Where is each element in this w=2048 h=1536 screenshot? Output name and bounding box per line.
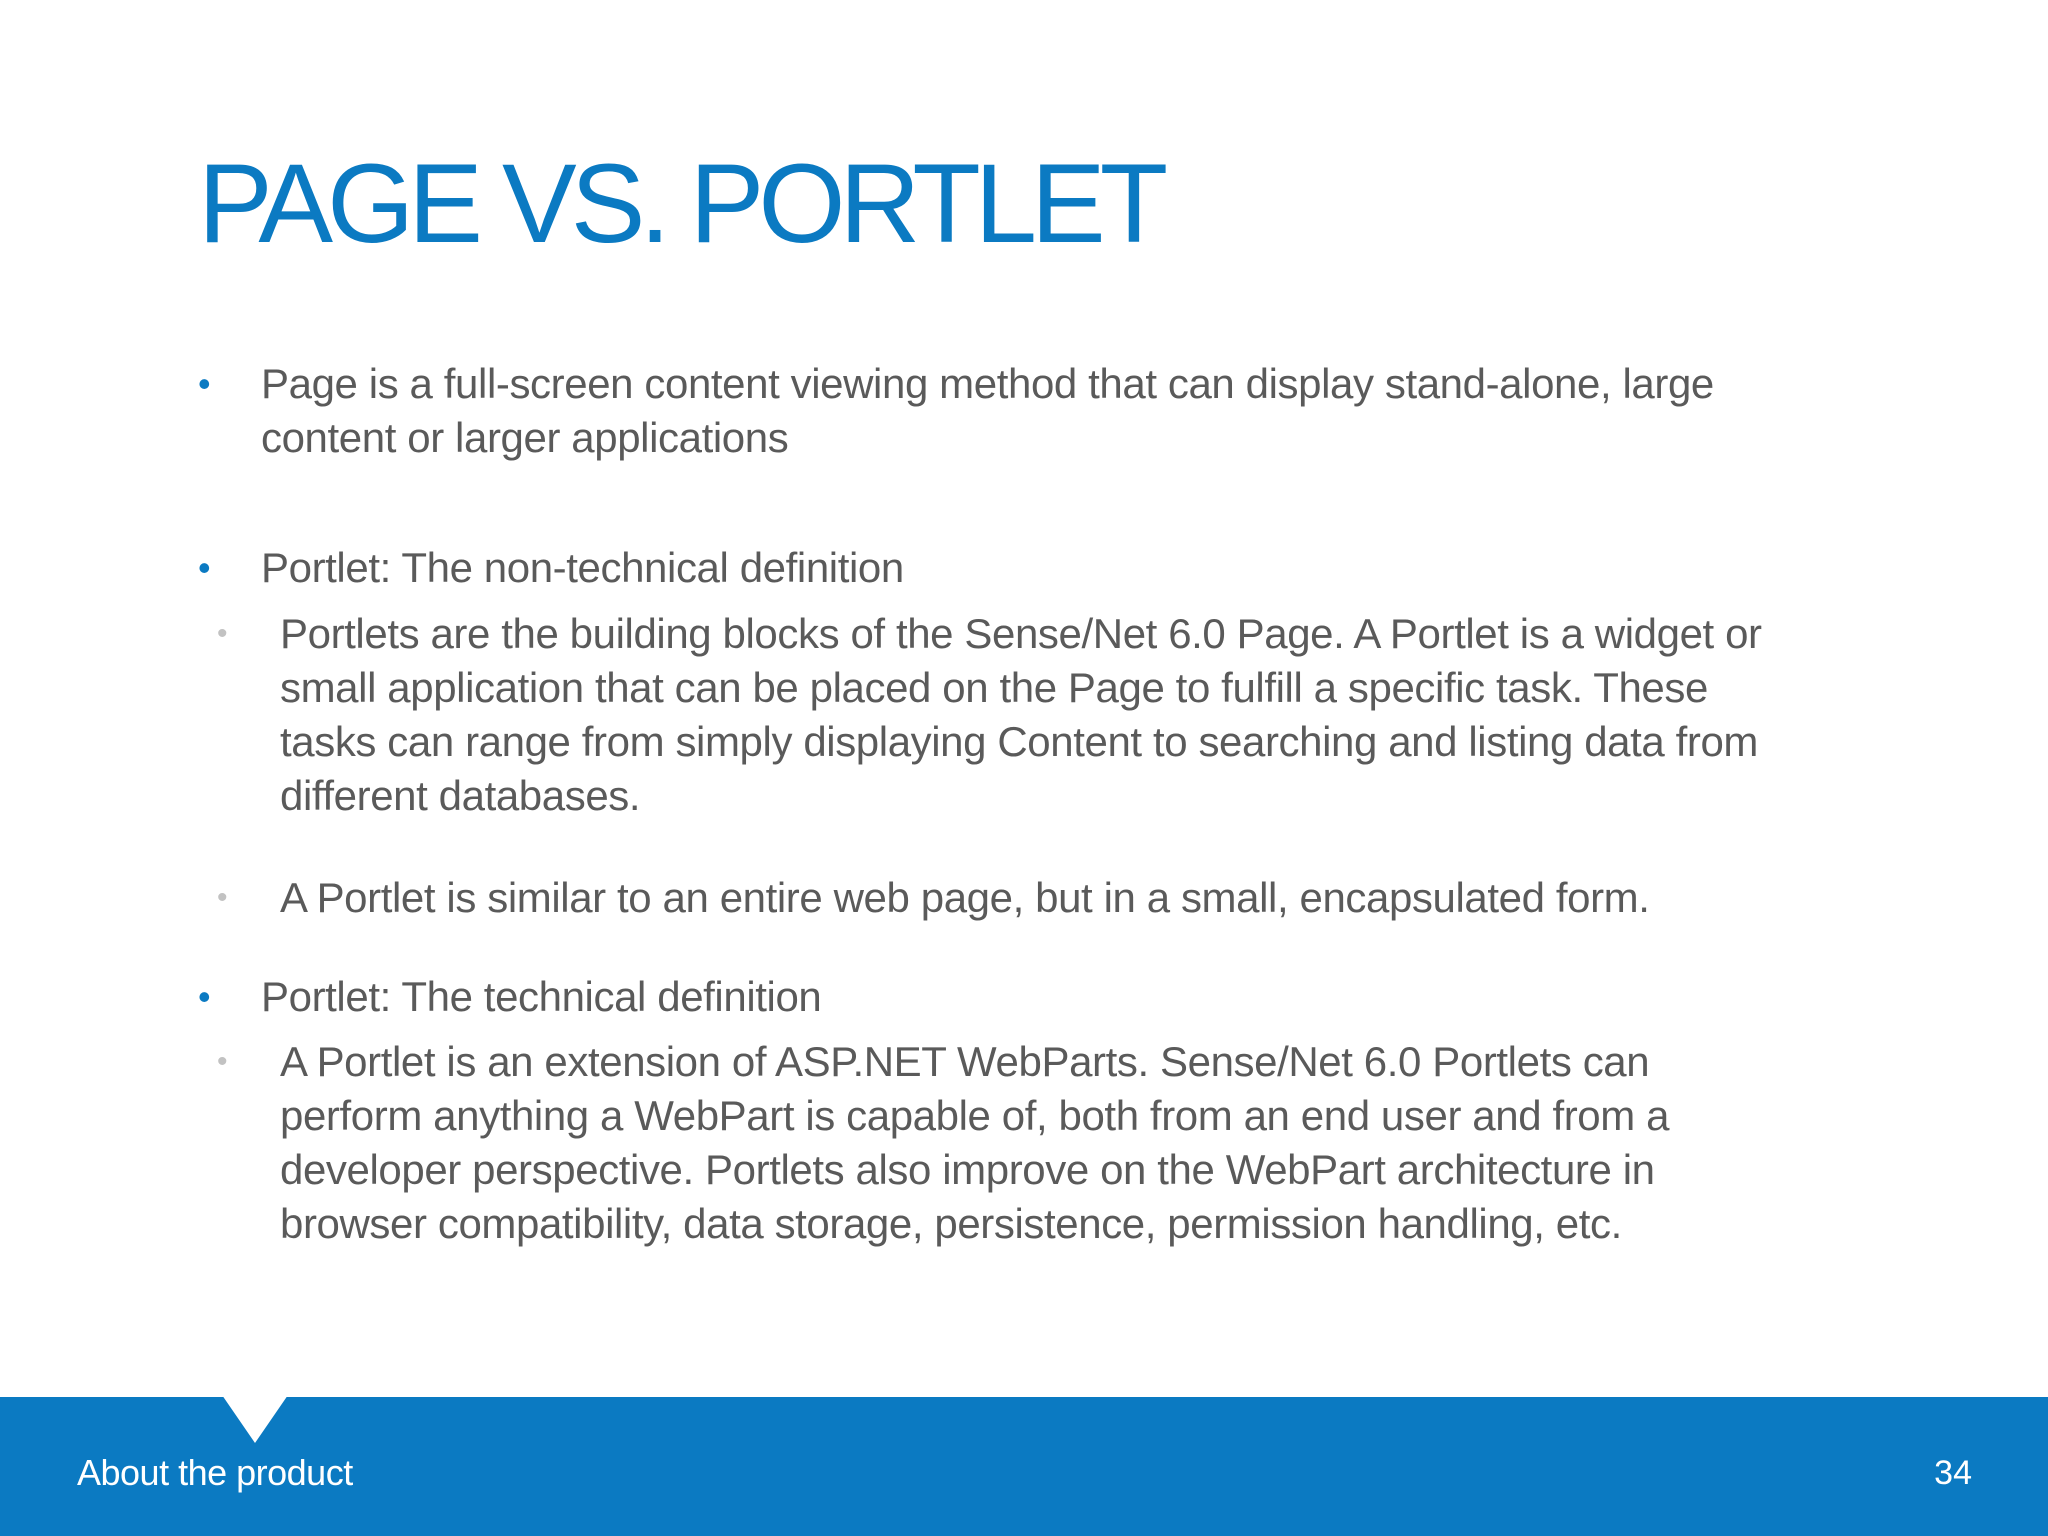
sub-bullet-text: A Portlet is an extension of ASP.NET WebParts. Sense/Net 6.0 Portlets can perform anything a WebPart is capable of, both from an end user and from a developer perspective. Portlets also improve on the WebPart architecture in browser compatibility, data storage, persistence, permission handling, etc.	[280, 1038, 1670, 1247]
sub-bullet-item	[217, 871, 1800, 925]
bullet-item	[198, 541, 1761, 595]
bullet-item	[198, 970, 1761, 1024]
bullet-text: Portlet: The non-technical definition	[261, 544, 904, 591]
sub-bullet-text: A Portlet is similar to an entire web page, but in a small, encapsulated form.	[280, 874, 1650, 921]
sub-bullet-marker: •	[217, 881, 228, 914]
bullet-text: Page is a full-screen content viewing method that can display stand-alone, large content or larger applications	[261, 360, 1714, 461]
bullet-marker: •	[198, 363, 211, 404]
sub-bullet-item	[217, 607, 1800, 823]
sub-bullet-marker: •	[217, 617, 228, 650]
page-number: 34	[1934, 1454, 1972, 1492]
footer-section-label: About the product	[77, 1452, 353, 1493]
slide-title: PAGE VS. PORTLET	[198, 141, 1163, 266]
sub-bullet-text: Portlets are the building blocks of the Sense/Net 6.0 Page. A Portlet is a widget or small application that can be placed on the Page to fulfill a specific task. These tasks can range from simply displaying Content to searching and listing data from different databases.	[280, 610, 1762, 819]
bullet-item	[198, 357, 1761, 465]
footer-notch	[222, 1395, 288, 1443]
sub-bullet-marker: •	[217, 1045, 228, 1078]
bullet-marker: •	[198, 976, 211, 1017]
sub-bullet-item	[217, 1035, 1800, 1251]
bullet-text: Portlet: The technical definition	[261, 973, 822, 1020]
bullet-marker: •	[198, 547, 211, 588]
